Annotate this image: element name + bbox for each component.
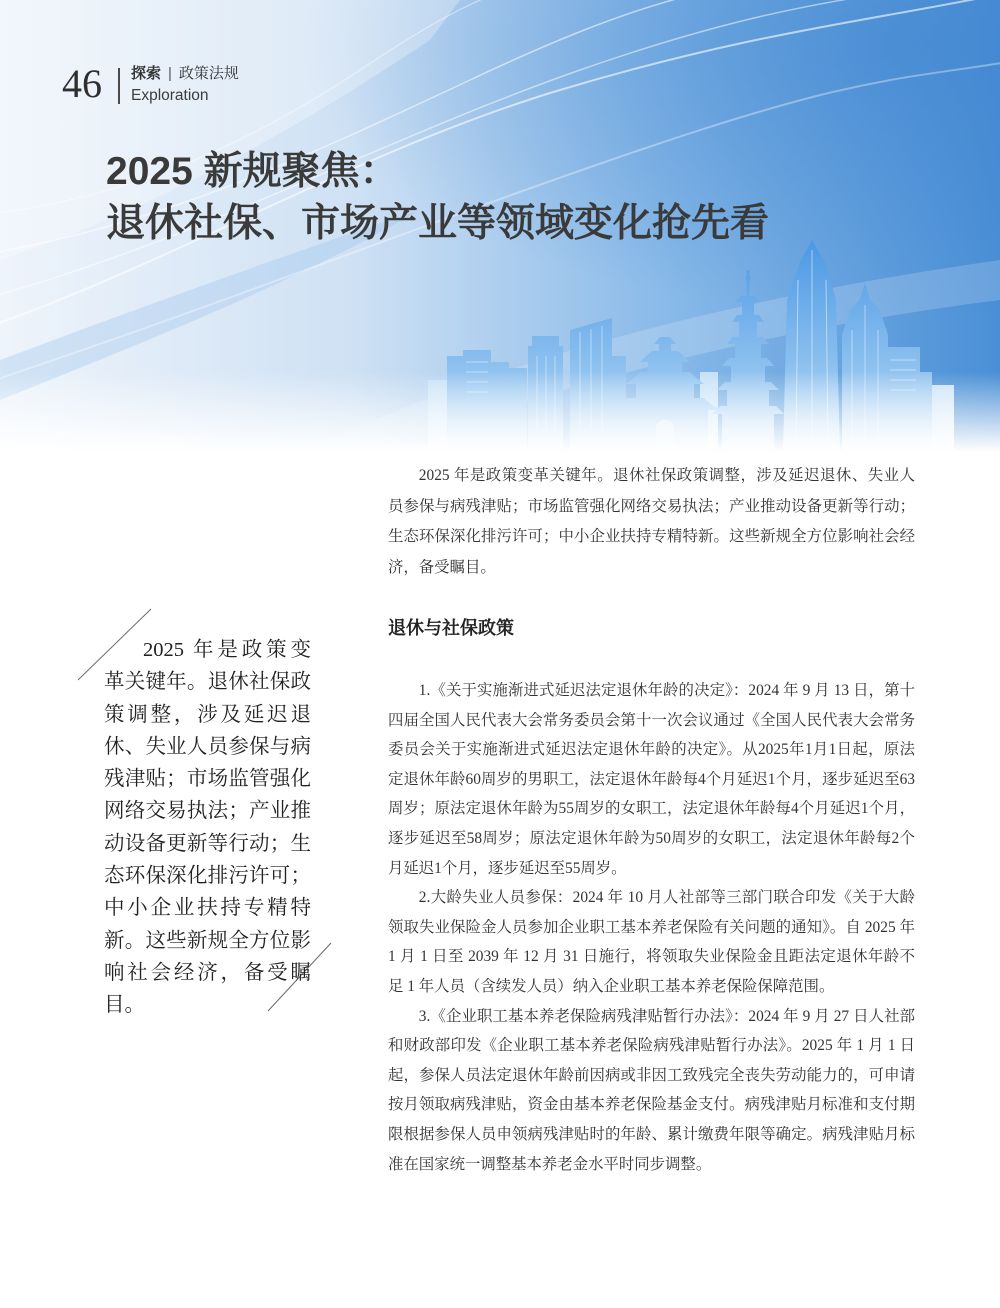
section-heading: 退休与社保政策 (388, 618, 514, 638)
section-separator: | (168, 65, 172, 82)
banner-bottom-fade (0, 372, 1000, 452)
article-title (106, 146, 769, 250)
policy-item: 2.大龄失业人员参保：2024 年 10 月人社部等三部门联合印发《关于大龄领取失业保险金人员参加企业职工基本养老保险有关问题的通知》。自 2025 年 1 月 1 日至 2039 年 12 月 31 日施行，将领取失业保险金且距法定退休年龄不足 1 年人员（含续发人员）纳入企业职工基本养老保险保障范围。 (388, 889, 915, 995)
pull-quote: 2025 年是政策变革关键年。退休社保政策调整，涉及延迟退休、失业人员参保与病残津贴；市场监管强化网络交易执法；产业推动设备更新等行动；生态环保深化排污许可；中小企业扶持专精特新。这些新规全方位影响社会经济，备受瞩目。 (104, 639, 311, 1017)
section-name-english: Exploration (131, 87, 209, 104)
page-number: 46 (62, 61, 102, 106)
header-divider (118, 68, 120, 104)
section-name: 探索 (131, 65, 162, 82)
subsection-name: 政策法规 (178, 65, 239, 82)
intro-paragraph: 2025 年是政策变革关键年。退休社保政策调整，涉及延迟退休、失业人员参保与病残津贴；市场监管强化网络交易执法；产业推动设备更新等行动；生态环保深化排污许可；中小企业扶持专精特新。这些新规全方位影响社会经济，备受瞩目。 (388, 467, 915, 576)
policy-item: 3.《企业职工基本养老保险病残津贴暂行办法》：2024 年 9 月 27 日人社部和财政部印发《企业职工基本养老保险病残津贴暂行办法》。2025 年 1 月 1 日起，参保人员法定退休年龄前因病或非因工致残完全丧失劳动能力的，可申请按月领取病残津贴，资金由基本养老保险基金支付。病残津贴月标准和支付期限根据参保人员申领病残津贴时的年龄、累计缴费年限等确定。病残津贴月标准在国家统一调整基本养老金水平时同步调整。 (388, 1007, 915, 1173)
article-title-line-1: 2025 新规聚焦： (106, 150, 399, 193)
policy-item: 1.《关于实施渐进式延迟法定退休年龄的决定》：2024 年 9 月 13 日，第十四届全国人民代表大会常务委员会第十一次会议通过《全国人民代表大会常务委员会关于实施渐进式延迟法定退休年龄的决定》。从2025年1月1日起，原法定退休年龄60周岁的男职工，法定退休年龄每4个月延迟1个月，逐步延迟至63周岁；原法定退休年龄为55周岁的女职工，法定退休年龄每4个月延迟1个月，逐步延迟至58周岁；原法定退休年龄为50周岁的女职工，法定退休年龄每2个月延迟1个月，逐步延迟至55周岁。 (388, 682, 915, 877)
policy-list (388, 676, 915, 1179)
section-label (131, 64, 239, 84)
article-title-line-2: 退休社保、市场产业等领域变化抢先看 (106, 202, 770, 245)
